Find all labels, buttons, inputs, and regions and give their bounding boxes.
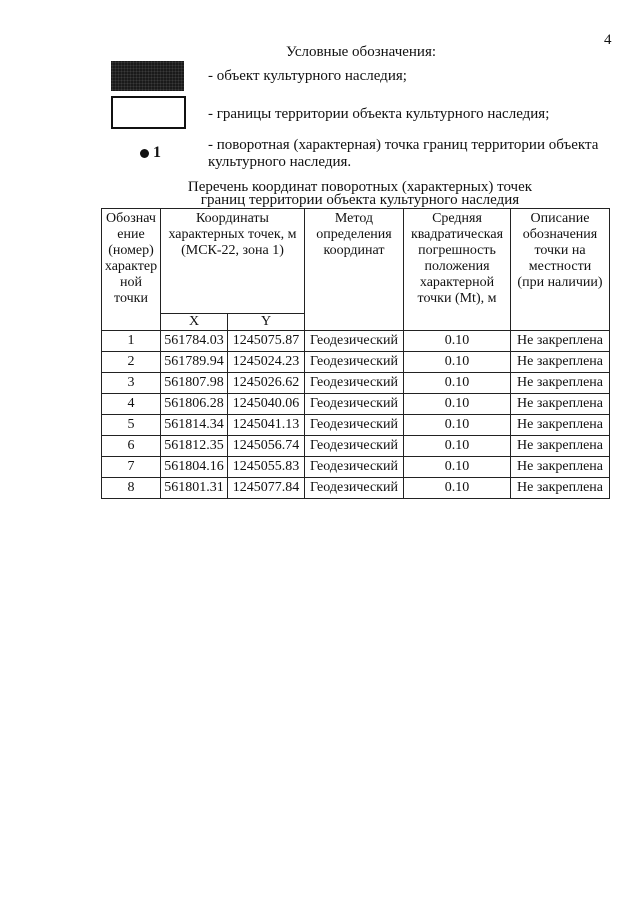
x-coordinate-cell: 561801.31: [161, 478, 228, 499]
point-number-cell: 5: [102, 415, 161, 436]
header-description: Описание обозначения точки на местности (при наличии): [511, 209, 610, 331]
point-dot-icon: [140, 149, 149, 158]
description-cell: Не закреплена: [511, 331, 610, 352]
description-cell: Не закреплена: [511, 352, 610, 373]
legend-text-territory-boundary: - границы территории объекта культурного наследия;: [208, 106, 550, 122]
caption-line-2: границ территории объекта культурного наследия: [200, 192, 520, 208]
y-coordinate-cell: 1245040.06: [228, 394, 305, 415]
table-caption: [100, 181, 620, 207]
accuracy-cell: 0.10: [404, 478, 511, 499]
point-number-cell: 3: [102, 373, 161, 394]
turning-point-symbol: [140, 144, 161, 162]
territory-boundary-symbol: [111, 96, 186, 129]
table-row: [102, 394, 610, 415]
y-coordinate-cell: 1245024.23: [228, 352, 305, 373]
table-row: [102, 415, 610, 436]
point-number-cell: 8: [102, 478, 161, 499]
point-number-cell: 4: [102, 394, 161, 415]
description-cell: Не закреплена: [511, 415, 610, 436]
method-cell: Геодезический: [305, 394, 404, 415]
x-coordinate-cell: 561807.98: [161, 373, 228, 394]
table-row: [102, 331, 610, 352]
x-coordinate-cell: 561814.34: [161, 415, 228, 436]
description-cell: Не закреплена: [511, 478, 610, 499]
accuracy-cell: 0.10: [404, 331, 511, 352]
header-method: Метод определения координат: [305, 209, 404, 331]
table-row: [102, 352, 610, 373]
point-number-cell: 1: [102, 331, 161, 352]
description-cell: Не закреплена: [511, 373, 610, 394]
x-coordinate-cell: 561812.35: [161, 436, 228, 457]
legend-text-turning-point: - поворотная (характерная) точка границ территории объекта культурного наследия.: [208, 137, 599, 170]
point-number-cell: 2: [102, 352, 161, 373]
accuracy-cell: 0.10: [404, 415, 511, 436]
accuracy-cell: 0.10: [404, 436, 511, 457]
legend-title: Условные обозначения:: [286, 44, 437, 60]
point-number-cell: 7: [102, 457, 161, 478]
method-cell: Геодезический: [305, 373, 404, 394]
accuracy-cell: 0.10: [404, 457, 511, 478]
y-coordinate-cell: 1245055.83: [228, 457, 305, 478]
x-coordinate-cell: 561784.03: [161, 331, 228, 352]
accuracy-cell: 0.10: [404, 352, 511, 373]
x-coordinate-cell: 561806.28: [161, 394, 228, 415]
coordinates-table: [101, 208, 610, 499]
page-number: 4: [604, 32, 612, 48]
y-coordinate-cell: 1245075.87: [228, 331, 305, 352]
accuracy-cell: 0.10: [404, 373, 511, 394]
table-row: [102, 478, 610, 499]
method-cell: Геодезический: [305, 352, 404, 373]
legend-text-heritage-object: - объект культурного наследия;: [208, 68, 407, 84]
description-cell: Не закреплена: [511, 436, 610, 457]
y-coordinate-cell: 1245026.62: [228, 373, 305, 394]
method-cell: Геодезический: [305, 415, 404, 436]
method-cell: Геодезический: [305, 457, 404, 478]
table-row: [102, 457, 610, 478]
method-cell: Геодезический: [305, 331, 404, 352]
heritage-object-symbol: [111, 61, 184, 91]
method-cell: Геодезический: [305, 436, 404, 457]
header-y: Y: [228, 314, 305, 331]
y-coordinate-cell: 1245077.84: [228, 478, 305, 499]
header-accuracy: Средняя квадратическая погрешность положения характерной точки (Mt), м: [404, 209, 511, 331]
y-coordinate-cell: 1245041.13: [228, 415, 305, 436]
description-cell: Не закреплена: [511, 394, 610, 415]
x-coordinate-cell: 561804.16: [161, 457, 228, 478]
x-coordinate-cell: 561789.94: [161, 352, 228, 373]
header-number: Обознач ение (номер) характер ной точки: [102, 209, 161, 331]
y-coordinate-cell: 1245056.74: [228, 436, 305, 457]
header-coordinates: Координаты характерных точек, м (МСК-22, зона 1): [161, 209, 305, 314]
accuracy-cell: 0.10: [404, 394, 511, 415]
point-marker-label: 1: [153, 144, 161, 161]
header-x: X: [161, 314, 228, 331]
description-cell: Не закреплена: [511, 457, 610, 478]
caption-line-1: Перечень координат поворотных (характерных) точек: [187, 179, 533, 195]
table-row: [102, 436, 610, 457]
method-cell: Геодезический: [305, 478, 404, 499]
point-number-cell: 6: [102, 436, 161, 457]
table-row: [102, 373, 610, 394]
